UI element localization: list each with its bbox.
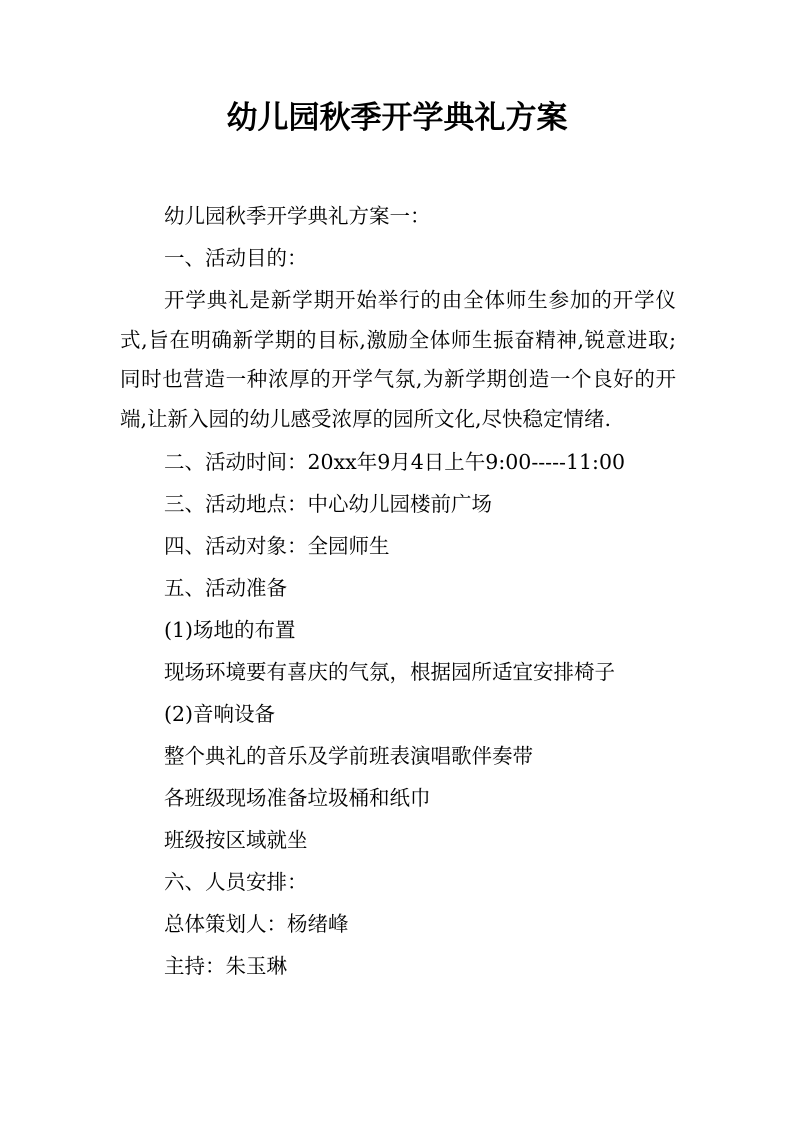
- staff-host: 主持：朱玉琳: [164, 954, 287, 978]
- prep-item-audio: (2)音响设备: [164, 702, 276, 726]
- prep-item-audio-detail: 整个典礼的音乐及学前班表演唱歌伴奏带: [164, 744, 533, 768]
- activity-time: 二、活动时间：20xx年9月4日上午9:00-----11:00: [164, 450, 626, 474]
- prep-item-venue: (1)场地的布置: [164, 618, 296, 642]
- staff-planner: 总体策划人：杨绪峰: [164, 912, 349, 936]
- prep-item-seating: 班级按区域就坐: [164, 828, 308, 852]
- document-body: [120, 195, 676, 987]
- plan-subtitle: 幼儿园秋季开学典礼方案一：: [164, 204, 431, 228]
- section-heading-purpose: 一、活动目的：: [164, 246, 308, 270]
- document-title: 幼儿园秋季开学典礼方案: [226, 100, 568, 136]
- activity-place: 三、活动地点：中心幼儿园楼前广场: [164, 492, 492, 516]
- activity-target: 四、活动对象：全园师生: [164, 534, 390, 558]
- section-heading-preparation: 五、活动准备: [164, 576, 287, 600]
- section-heading-staff: 六、人员安排：: [164, 870, 308, 894]
- prep-item-venue-detail: 现场环境要有喜庆的气氛，根据园所适宜安排椅子: [164, 660, 615, 684]
- purpose-paragraph: 开学典礼是新学期开始举行的由全体师生参加的开学仪式,旨在明确新学期的目标,激励全体师生振奋精神,锐意进取;同时也营造一种浓厚的开学气氛,为新学期创造一个良好的开端,让新入园的幼儿感受浓厚的园所文化,尽快稳定情绪.: [120, 288, 676, 431]
- prep-item-trash: 各班级现场准备垃圾桶和纸巾: [164, 786, 431, 810]
